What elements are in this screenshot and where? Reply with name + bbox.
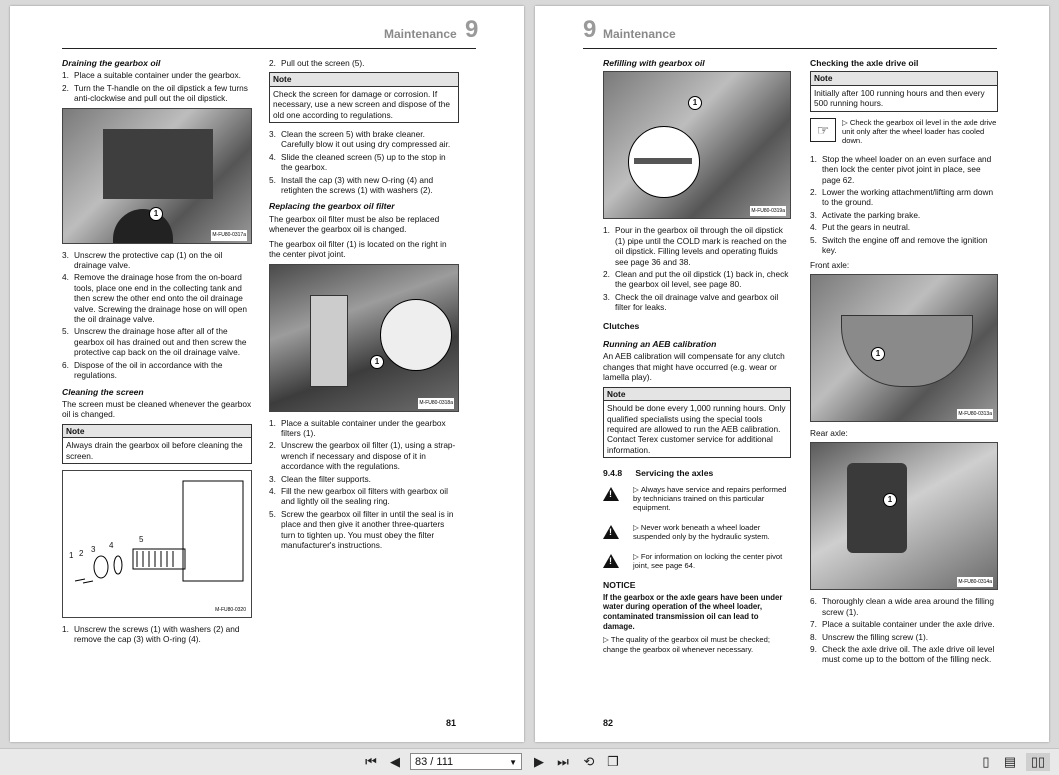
notice-title: NOTICE [603,580,636,591]
list-item: 4. Put the gears in neutral. [810,222,911,233]
rear-axle-photo [810,442,998,590]
section-heading: Refilling with gearbox oil [603,58,705,68]
step-list [810,154,998,256]
page-header [583,16,997,49]
drawing-label-1: 1 [69,550,74,560]
chapter-number: 9 [583,16,597,43]
image-reference: M-FU80-0313a [957,409,993,419]
list-item: 3. Clean the screen 5) with brake cleaner. Carefully blow it out using dry compressed air. [269,129,451,150]
callout-1: 1 [871,347,885,361]
section-heading: Running an AEB calibration [603,339,717,350]
page-header [62,16,479,49]
gearbox-refill-photo [603,71,791,219]
paragraph: The gearbox oil filter must be also be replaced whenever the gearbox oil is changed. [269,213,440,235]
list-item: 1. Place a suitable container under the gearbox filters (1). [269,417,446,438]
caution-item: ☞ ▷ Check the gearbox oil level in the axle drive unit only after the wheel loader has cooled down. [810,118,998,146]
drawing-label-4: 4 [109,540,114,550]
warning-item: ! ▷ Always have service and repairs performed by technicians trained on this particular equipment. [603,485,791,513]
step-list [269,129,459,195]
chapter-number: 9 [465,16,479,43]
step-list [603,225,791,312]
right-page-column-2 [810,58,998,669]
callout-1: 1 [883,493,897,507]
next-page-icon[interactable]: ▶ [534,754,544,769]
list-item: 5. Unscrew the drainage hose after all of the gearbox oil has drained out and then screw the protective cap back on the oil drainage valve. [62,326,247,358]
page-number: 82 [603,718,614,728]
note-text: Should be done every 1,000 running hours. Only qualified specialists using the special tools required are allowed to run the AEB calibration. Contact Terex customer service for additional information. [607,403,786,455]
list-item: 1. Pour in the gearbox oil through the oil dipstick (1) pipe until the COLD mark is reached on the oil dipstick. Filling levels and operating fluids see page 36 and 38. [603,225,787,267]
step-list [269,58,459,68]
paragraph: An AEB calibration will compensate for any clutch changes that might have occurred (e.g. wear or lamella play). [603,351,785,383]
list-item: 8. Unscrew the filling screw (1). [810,631,929,642]
document-page-82 [535,6,1049,742]
image-reference: M-FU80-0320 [214,605,247,615]
callout-1: 1 [688,96,702,110]
list-item: 2. Pull out the screen (5). [269,58,365,68]
warning-item: ! ▷ Never work beneath a wheel loader suspended only by the hydraulic system. [603,523,791,542]
gearbox-filter-photo [269,264,459,412]
section-heading [603,468,791,478]
right-page-column-1 [603,58,791,658]
note-text: Always drain the gearbox oil before cleaning the screen. [66,440,243,461]
left-page-column-2 [269,58,459,554]
continuous-view-icon[interactable]: ▤ [1003,754,1017,769]
note-title: Note [811,72,997,85]
warning-item: ! ▷ For information on locking the center pivot joint, see page 64. [603,552,791,571]
note-box [62,424,252,464]
section-heading: Draining the gearbox oil [62,58,161,68]
section-heading: Checking the axle drive oil [810,58,919,68]
hot-surface-icon: ☞ [810,118,836,142]
step-list [269,418,459,551]
list-item: 2. Clean and put the oil dipstick (1) back in, check the gearbox oil level, see page 80. [603,269,789,290]
header-title: Maintenance [603,27,676,41]
image-reference: M-FU80-0314a [957,577,993,587]
list-item: 4. Slide the cleaned screen (5) up to the stop in the gearbox. [269,151,446,173]
note-text: Check the screen for damage or corrosion. If necessary, use a new screen and dispose of the old one according to regulations. [273,88,450,120]
previous-page-icon[interactable]: ◀ [390,754,400,769]
list-item: 9. Check the axle drive oil. The axle drive oil level must come up to the bottom of the filling neck. [810,643,995,665]
callout-1: 1 [370,355,384,369]
warning-icon [603,525,619,539]
note-box [269,72,459,123]
screen-exploded-drawing [62,470,252,618]
rear-axle-label: Rear axle: [810,427,848,438]
list-item: 1. Unscrew the screws (1) with washers (2) and remove the cap (3) with O-ring (4). [62,623,240,645]
page-number: 81 [446,718,457,728]
drawing-label-5: 5 [139,534,144,544]
document-page-81 [10,6,524,742]
rotate-page-icon[interactable]: ⟲ [583,754,595,769]
section-heading: Clutches [603,320,640,331]
single-page-view-icon[interactable]: ▯ [982,754,990,769]
list-item: 3. Unscrew the protective cap (1) on the oil drainage valve. [62,249,223,271]
header-title: Maintenance [384,27,457,41]
section-title: Servicing the axles [635,468,714,479]
note-box [603,387,791,458]
list-item: 3. Activate the parking brake. [810,209,921,220]
note-title: Note [63,425,251,438]
section-heading: Cleaning the screen [62,386,144,397]
note-text: Initially after 100 running hours and then every 500 running hours. [814,87,985,109]
paragraph: The screen must be cleaned whenever the gearbox oil is changed. [62,398,252,420]
list-item: 7. Place a suitable container under the axle drive. [810,619,995,630]
chevron-down-icon[interactable]: ▼ [509,758,517,767]
first-page-icon[interactable]: ⏮ [365,754,377,769]
left-page-column-1 [62,58,252,649]
drawing-label-3: 3 [91,544,96,554]
callout-1: 1 [149,207,163,221]
step-list [62,624,252,645]
gearbox-drain-photo [62,108,252,244]
section-heading: Replacing the gearbox oil filter [269,201,395,212]
list-item: 1. Place a suitable container under the gearbox. [62,70,241,81]
step-list [810,596,998,664]
note-title: Note [270,73,458,86]
drawing-label-2: 2 [79,548,84,558]
paragraph: The gearbox oil filter (1) is located on the right in the center pivot joint. [269,238,447,260]
step-list [62,250,252,381]
image-reference: M-FU80-0319a [750,206,786,216]
front-axle-label: Front axle: [810,259,850,270]
exploded-view-svg [63,471,251,617]
image-reference: M-FU80-0318a [418,398,454,408]
note-box [810,71,998,111]
list-item: 2. Unscrew the gearbox oil filter (1), using a strap-wrench if necessary and dispose of it in accordance with the regulations. [269,440,456,472]
list-item: 2. Turn the T-handle on the oil dipstick a few turns anti-clockwise and pull out the oil dipstick. [62,82,248,104]
last-page-icon[interactable]: ⏭ [557,754,569,769]
list-item: 5. Screw the gearbox oil filter in until the seal is in place and then give it another three-quarters turn to tighten up. You must obey the filter manufacturer's instructions. [269,508,454,550]
list-item: 3. Clean the filter supports. [269,473,371,484]
list-item: 4. Remove the drainage hose from the on-board tools, place one end in the collecting tank and then screw the other end onto the oil drainage valve. Screwing the drainage hose on will open the oil drainage valve. [62,272,247,325]
image-reference: M-FU80-0317a [211,230,247,240]
warning-icon [603,487,619,501]
list-item: 6. Thoroughly clean a wide area around the filling screw (1). [810,596,995,617]
warning-icon [603,554,619,568]
list-item: 1. Stop the wheel loader on an even surface and then lock the center pivot joint in place, see page 62. [810,153,992,185]
copy-page-icon[interactable]: ❐ [607,754,619,769]
two-page-view-icon[interactable]: ▯▯ [1026,753,1050,771]
notice-text: ▷ The quality of the gearbox oil must be checked; change the gearbox oil whenever necessary. [603,635,770,654]
note-title: Note [604,388,790,401]
list-item: 6. Dispose of the oil in accordance with the regulations. [62,359,223,381]
list-item: 4. Fill the new gearbox oil filters with gearbox oil and lightly oil the sealing ring. [269,485,448,507]
list-item: 2. Lower the working attachment/lifting arm down to the ground. [810,187,994,208]
list-item: 3. Check the oil drainage valve and gearbox oil filter for leaks. [603,291,779,313]
notice-bold: If the gearbox or the axle gears have been under water during operation of the wheel loader, contaminated transmission oil can lead to damage. [603,592,783,631]
page-number-input[interactable] [410,753,522,770]
viewer-toolbar [0,748,1059,775]
step-list [62,70,252,103]
list-item: 5. Install the cap (3) with new O-ring (4) and retighten the screws (1) with washers (2). [269,174,434,196]
list-item: 5. Switch the engine off and remove the ignition key. [810,234,988,256]
page-display: 83 / 111 [415,756,454,768]
front-axle-photo [810,274,998,422]
section-number: 9.4.8 [603,468,623,479]
